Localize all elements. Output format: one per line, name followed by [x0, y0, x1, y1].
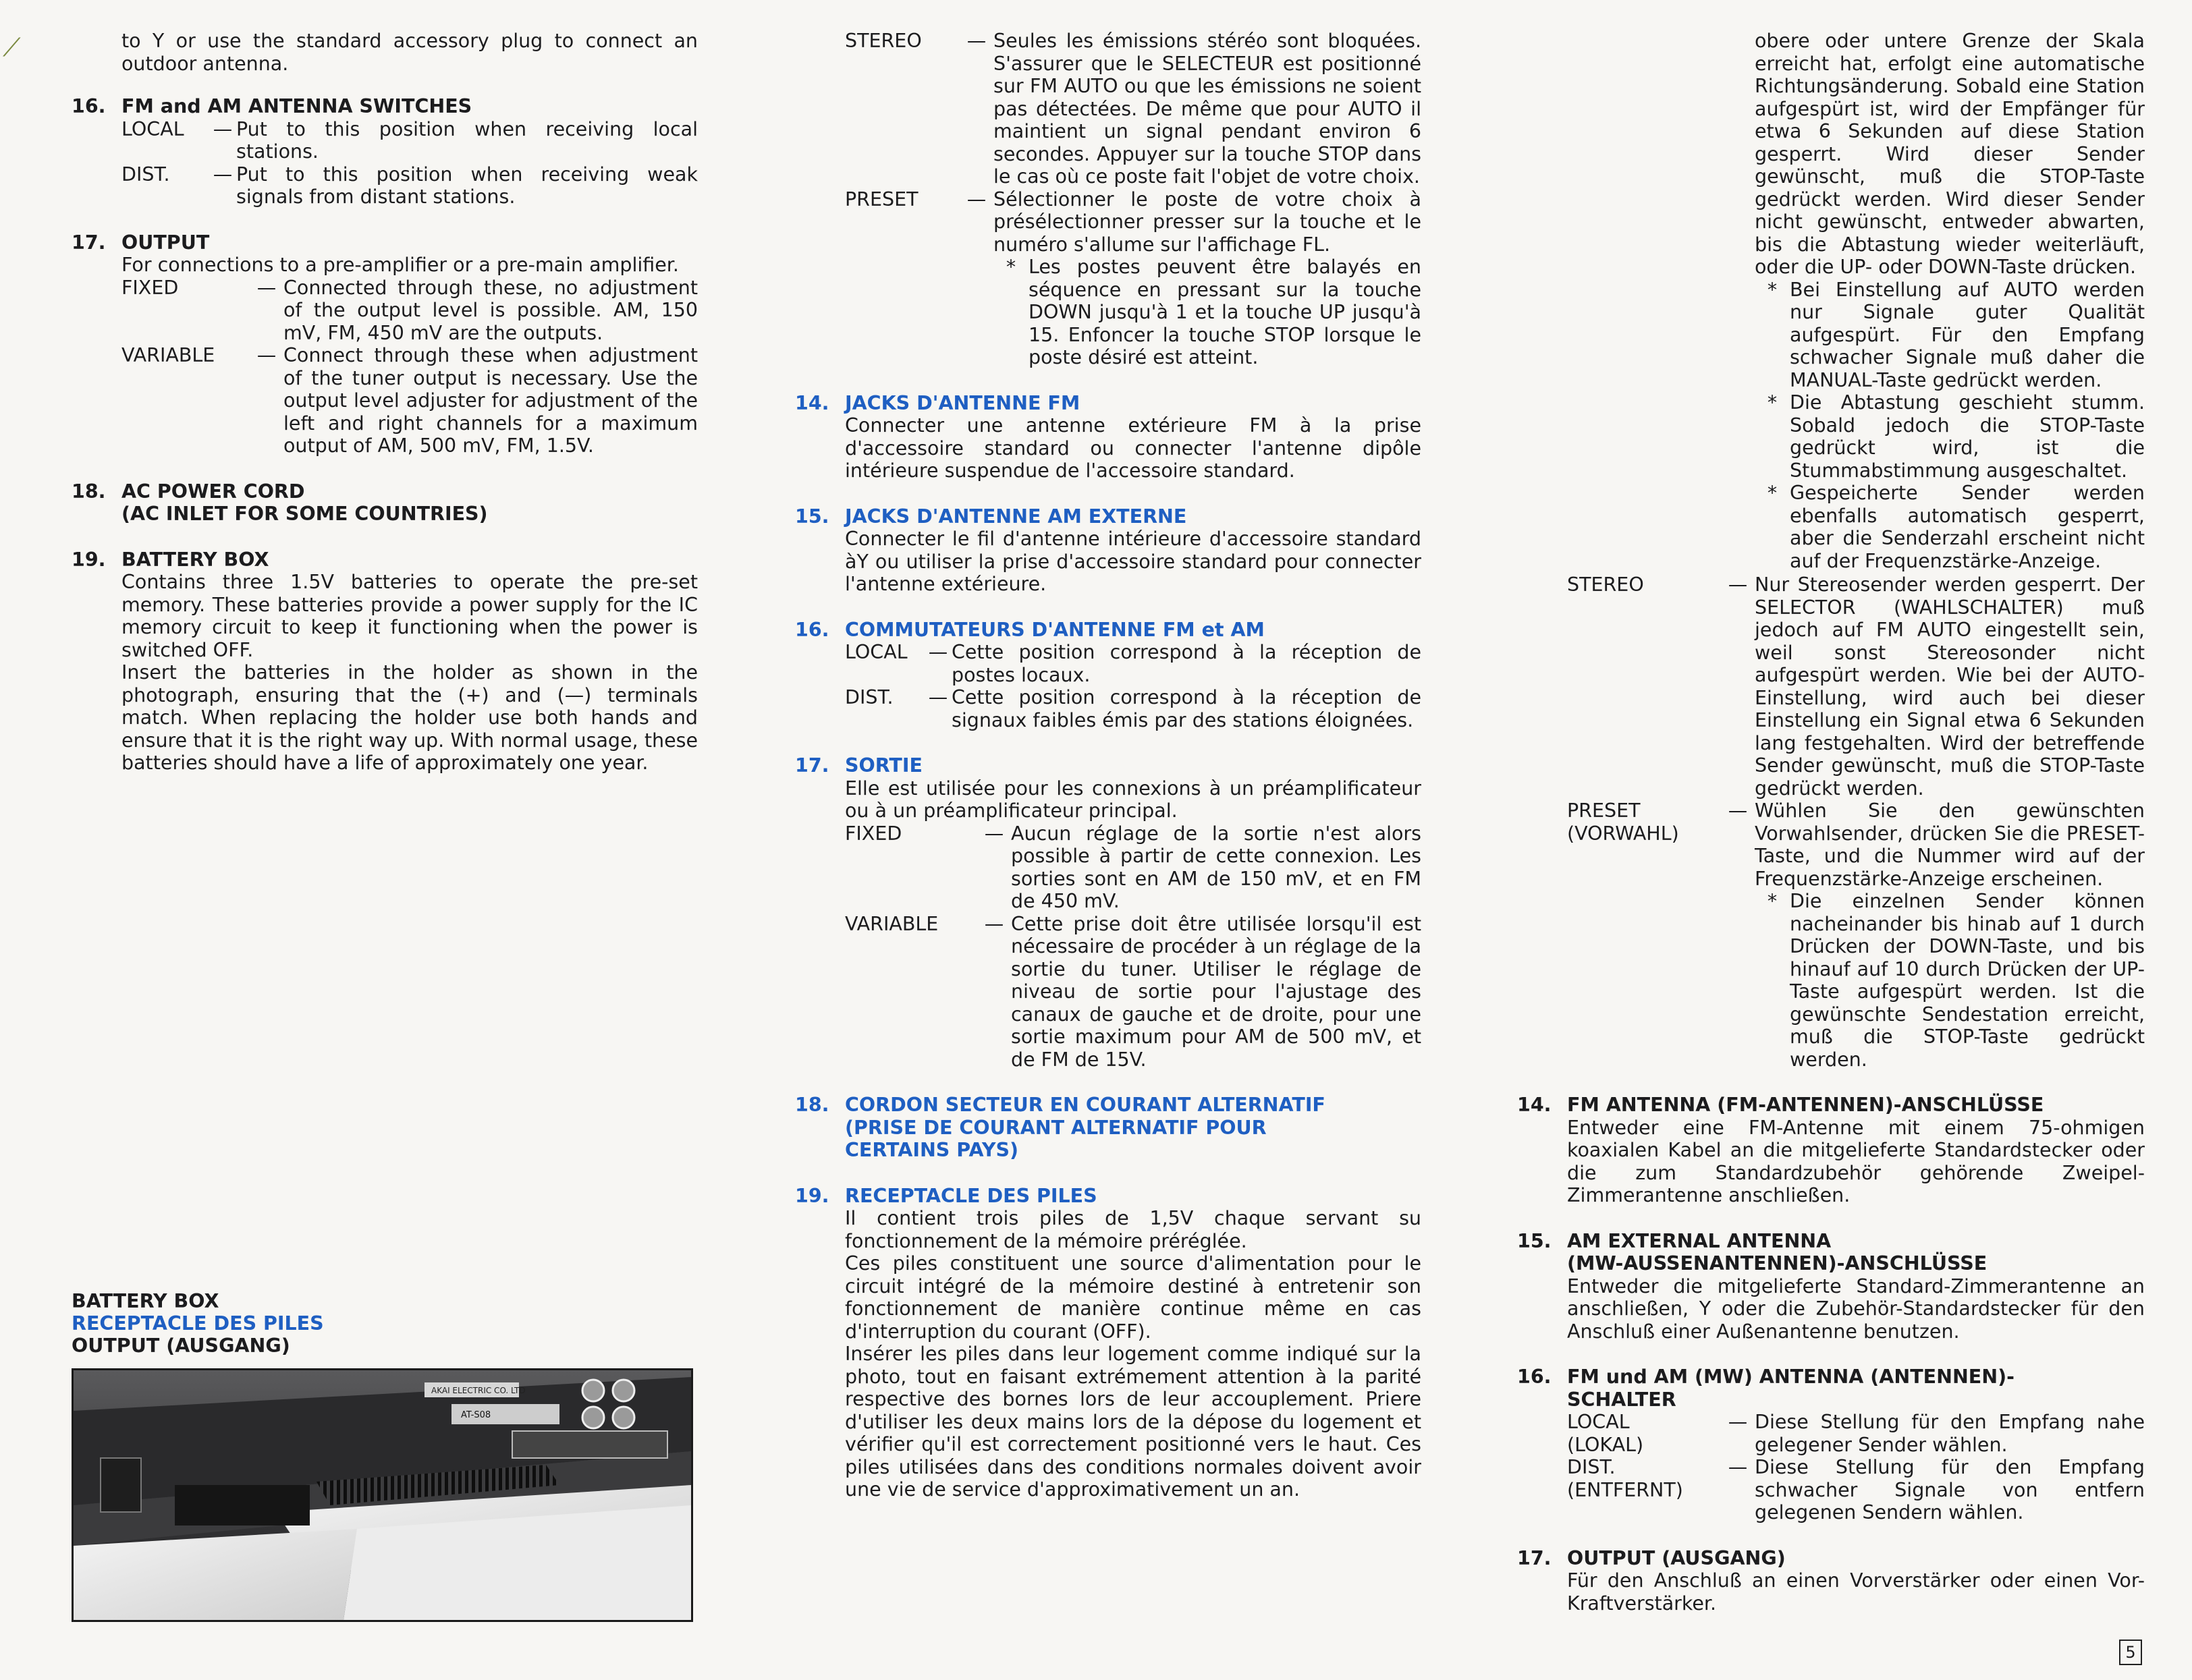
note: * Gespeicherte Sender werden ebenfalls automatisch gesperrt, aber die Senderzahl erscheint nicht auf der Frequenzstärke-Anzeige. [1767, 482, 2145, 572]
definition: Cette position correspond à la réception de signaux faibles émis par des stations éloignées. [952, 686, 1421, 731]
section-number: 14. [795, 391, 829, 414]
photo-caption-block [72, 1290, 324, 1357]
english-column [72, 30, 698, 775]
paragraph: obere oder untere Grenze der Skala erreicht hat, erfolgt eine automatische Richtungsänderung. Sobald eine Station aufgespürt ist, wird der Empfänger für etwa 6 Sekunden auf diese Station gesperrt. Wird dieser Sender gewünscht, muß die STOP-Taste gedrückt werden. Wird dieser Sender nicht gewünscht, entweder abwarten, bis die Abtastung wieder weiterläuft, oder die UP- oder DOWN-Taste drücken. [1755, 30, 2145, 278]
section-title-line2: (PRISE DE COURANT ALTERNATIF POUR [845, 1116, 1267, 1139]
term: VARIABLE [845, 912, 939, 935]
section-de-16 [1517, 1366, 2145, 1524]
term: STEREO [1567, 573, 1644, 596]
term: DIST. [1567, 1456, 1616, 1478]
section-title-line2: SCHALTER [1567, 1388, 1676, 1411]
note-text: Bei Einstellung auf AUTO werden nur Signale guter Qualität aufgespürt. Für den Empfang schwacher Signale muß daher die MANUAL-Taste gedrückt werden. [1790, 278, 2145, 391]
definition: Diese Stellung für den Empfang schwacher Signale von entfern gelegenen Sendern wählen. [1755, 1456, 2145, 1523]
section-number: 16. [1517, 1366, 1552, 1388]
section-title-line2: (AC INLET FOR SOME COUNTRIES) [121, 503, 488, 525]
caption-french: RECEPTACLE DES PILES [72, 1312, 324, 1335]
section-title: FM und AM (MW) ANTENNA (ANTENNEN)- [1567, 1366, 2015, 1388]
term: LOCAL [845, 641, 908, 663]
note-text: Die Abtastung geschieht stumm. Sobald jedoch die STOP-Taste gedrückt wird, ist die Stummabstimmung ausgeschaltet. [1790, 391, 2145, 482]
section-number: 16. [72, 95, 106, 117]
note: * Die Abtastung geschieht stumm. Sobald jedoch die STOP-Taste gedrückt wird, ist die Stummabstimmung ausgeschaltet. [1767, 391, 2145, 482]
section-text: Entweder eine FM-Antenne mit einem 75-ohmigen koaxialen Kabel an die mitgelieferte Standardstecker oder die zum Standardzubehör gehörende Zweipel-Zimmerantenne anschließen. [1567, 1116, 2145, 1206]
auto-scan-description [1755, 30, 2145, 572]
definition: Cette prise doit être utilisée lorsqu'il est nécessaire de procéder à un réglage de la sortie du tuner. Utiliser le réglage de niveau de sortie pour l'ajustage des canaux de gauche et de droite, pour une sortie maximum pour AM de 500 mV, et de FM de 15V. [1011, 912, 1421, 1071]
section-text: Connecter le fil d'antenne intérieure d'accessoire standard àҮ ou utiliser la prise d'accessoire standard pour connecter l'antenne extérieure. [845, 528, 1421, 595]
definition: Put to this position when receiving local stations. [236, 117, 698, 163]
battery-box-photo [72, 1368, 693, 1622]
section-title: BATTERY BOX [121, 548, 269, 571]
section-text: Für den Anschluß an einen Vorverstärker oder einen Vor-Kraftverstärker. [1567, 1569, 2145, 1615]
definition-row: DIST. — Cette position correspond à la réception de signaux faibles émis par des stations éloignées. [845, 686, 1421, 731]
section-title: FM ANTENNA (FM-ANTENNEN)-ANSCHLÜSSE [1567, 1094, 2044, 1116]
definition: Connect through these when adjustment of the tuner output is necessary. Use the output level adjuster for adjustment of the left and right channels for a maximum output of AM, 500 mV, FM, 1.5V. [283, 344, 698, 457]
section-number: 17. [795, 754, 829, 777]
section-fr-14 [795, 392, 1421, 482]
section-title: FM and AM ANTENNA SWITCHES [121, 95, 472, 117]
caption-german: OUTPUT (AUSGANG) [72, 1335, 290, 1357]
section-text: For connections to a pre-amplifier or a pre-main amplifier. [121, 254, 679, 276]
note: * Les postes peuvent être balayés en séquence en pressant sur la touche DOWN jusqu'à 1 et la touche UP jusqu'à 15. Enfoncer la touche STOP lorsque le poste désiré est atteint. [1006, 256, 1421, 368]
term-translation: (LOKAL) [1567, 1433, 1644, 1456]
paragraph: Il contient trois piles de 1,5V chaque servant su fonctionnement de la mémoire préréglée. [845, 1207, 1421, 1252]
note-text: Gespeicherte Sender werden ebenfalls automatisch gesperrt, aber die Senderzahl erscheint nicht auf der Frequenzstärke-Anzeige. [1790, 482, 2145, 572]
definition: Cette position correspond à la réception de postes locaux. [952, 641, 1421, 686]
stereo-definition: STEREO — Seules les émissions stéréo sont bloquées. S'assurer que le SELECTEUR est positionné sur FM AUTO ou que les émissions ne soient pas détectées. De même que pour AUTO il maintient un signal pendant environ 6 secondes. Appuyer sur la touche STOP dans le cas où ce poste fait l'objet de votre choix. [845, 30, 1421, 188]
section-title: OUTPUT (AUSGANG) [1567, 1546, 1786, 1569]
preset-definition: PRESET — Sélectionner le poste de votre choix à présélectionner presser sur la touche et le numéro s'allume sur l'affichage FL. * Les postes peuvent être balayés en séquence en pressant sur la touche DOWN jusqu'à 1 et la touche UP jusqu'à 15. Enfoncer la touche STOP lorsque le poste désiré est atteint. [845, 188, 1421, 368]
paragraph: Insert the batteries in the holder as shown in the photograph, ensuring that the (+) and (—) terminals match. When replacing the holder use both hands and ensure that it is the right way up. With normal usage, these batteries should have a life of approximately one year. [121, 661, 698, 774]
section-number: 18. [72, 480, 106, 503]
section-text: Connecter une antenne extérieure FM à la prise d'accessoire standard ou connecter l'antenne dipôle intérieure suspendue de l'accessoire standard. [845, 414, 1421, 482]
section-title: JACKS D'ANTENNE AM EXTERNE [845, 505, 1187, 528]
definition: Sélectionner le poste de votre choix à présélectionner presser sur la touche et le numéro s'allume sur l'affichage FL. [993, 188, 1421, 256]
section-fr-18 [795, 1094, 1421, 1162]
section-number: 19. [72, 548, 106, 571]
section-de-15 [1517, 1230, 2145, 1343]
section-number: 19. [795, 1184, 829, 1207]
french-column [795, 30, 1421, 1501]
section-number: 15. [795, 505, 829, 528]
definition-row: FIXED — Aucun réglage de la sortie n'est alors possible à partir de cette connexion. Les sorties sont en AM de 150 mV, et en FM de 450 mV. [845, 822, 1421, 912]
section-text: Elle est utilisée pour les connexions à un préamplificateur ou à un préamplificateur principal. [845, 777, 1421, 822]
section-title: RECEPTACLE DES PILES [845, 1184, 1097, 1207]
definition: Seules les émissions stéréo sont bloquées. S'assurer que le SELECTEUR est positionné sur FM AUTO ou que les émissions ne soient pas détectées. De même que pour AUTO il maintient un signal pendant environ 6 secondes. Appuyer sur la touche STOP dans le cas où ce poste fait l'objet de votre choix. [993, 30, 1421, 188]
term: LOCAL [1567, 1411, 1630, 1433]
term: PRESET [1567, 800, 1641, 822]
definition: Aucun réglage de la sortie n'est alors possible à partir de cette connexion. Les sorties sont en AM de 150 mV, et en FM de 450 mV. [1011, 822, 1421, 912]
section-title: SORTIE [845, 754, 923, 777]
section-title: AC POWER CORD [121, 480, 305, 503]
paragraph: Ces piles constituent une source d'alimentation pour le circuit intégré de la mémoire destiné à entretenir son fonctionnement de manière continue même en cas d'interruption du courant (OFF). [845, 1252, 1421, 1343]
definition-row: VARIABLE — Cette prise doit être utilisée lorsqu'il est nécessaire de procéder à un réglage de la sortie du tuner. Utiliser le réglage de niveau de sortie pour l'ajustage des canaux de gauche et de droite, pour une sortie maximum pour AM de 500 mV, et de FM de 15V. [845, 912, 1421, 1071]
section-fr-17 [795, 754, 1421, 1071]
section-fr-16 [795, 619, 1421, 732]
definition-row: LOCAL — Put to this position when receiving local stations. [121, 117, 698, 163]
paragraph: Insérer les piles dans leur logement comme indiqué sur la photo, tout en faisant extrémement attention à la parité respective des bornes lors de leur accouplement. Priere d'utiliser les deux mains lors de la dépose du logement et vérifier qu'il est correctement positionné vers le haut. Ces piles utilisées dans des conditions normales doivent avoir une vie de service d'approximativement un an. [845, 1343, 1421, 1501]
section-number: 18. [795, 1094, 829, 1116]
definition-row: LOCAL — Cette position correspond à la réception de postes locaux. [845, 641, 1421, 686]
section-de-14 [1517, 1094, 2145, 1207]
stereo-definition: STEREO — Nur Stereosender werden gesperrt. Der SELECTOR (WAHLSCHALTER) muß jedoch auf FM AUTO eingestellt sein, weil sonst Stereosonder nicht aufgespürt werden. Wie bei der AUTO-Einstellung, wird auch bei dieser Einstellung ein Signal etwa 6 Sekunden lang festgehalten. Wird der betreffende Sender gewünscht, muß die STOP-Taste gedrückt werden. [1567, 573, 2145, 800]
term: LOCAL [121, 117, 184, 140]
definition-row: VARIABLE — Connect through these when adjustment of the tuner output is necessary. Use the output level adjuster for adjustment of the left and right channels for a maximum output of AM, 500 mV, FM, 1.5V. [121, 344, 698, 457]
definition: Connected through these, no adjustment of the output level is possible. AM, 150 mV, FM, 450 mV are the outputs. [283, 276, 698, 344]
section-de-17 [1517, 1547, 2145, 1615]
term: VARIABLE [121, 344, 215, 366]
definition-row: LOCAL (LOKAL) — Diese Stellung für den Empfang nahe gelegener Sender wählen. [1567, 1411, 2145, 1456]
term: DIST. [121, 163, 170, 186]
definition-row: DIST. — Put to this position when receiving weak signals from distant stations. [121, 163, 698, 208]
section-number: 17. [1517, 1546, 1552, 1569]
definition: Put to this position when receiving weak signals from distant stations. [236, 163, 698, 208]
term: FIXED [845, 822, 902, 845]
section-title: COMMUTATEURS D'ANTENNE FM et AM [845, 618, 1265, 641]
section-number: 15. [1517, 1229, 1552, 1252]
section-number: 16. [795, 618, 829, 641]
page-number: 5 [2119, 1640, 2142, 1665]
definition: Wühlen Sie den gewünschten Vorwahlsender, drücken Sie die PRESET-Taste, und die Nummer wird auf der Frequenzstärke-Anzeige erscheinen. [1755, 800, 2145, 890]
section-text: Entweder die mitgelieferte Standard-Zimmerantenne an anschließen, Ү oder die Zubehör-Standardstecker für den Anschluß einer Außenantenne benutzen. [1567, 1275, 2145, 1343]
definition-row: FIXED — Connected through these, no adjustment of the output level is possible. AM, 150 mV, FM, 450 mV are the outputs. [121, 276, 698, 344]
section-fr-19 [795, 1185, 1421, 1501]
antenna-intro-text: to Ү or use the standard accessory plug to connect an outdoor antenna. [121, 30, 698, 75]
term: FIXED [121, 276, 179, 299]
svg-text:AT-S08: AT-S08 [461, 1410, 491, 1420]
term: PRESET [845, 188, 919, 211]
term-translation: (ENTFERNT) [1567, 1478, 1683, 1501]
section-title: AM EXTERNAL ANTENNA [1567, 1229, 1832, 1252]
note: * Bei Einstellung auf AUTO werden nur Signale guter Qualität aufgespürt. Für den Empfang schwacher Signale muß daher die MANUAL-Taste gedrückt werden. [1767, 278, 2145, 391]
caption-english: BATTERY BOX [72, 1290, 219, 1312]
definition-row: DIST. (ENTFERNT) — Diese Stellung für den Empfang schwacher Signale von entfern gelegenen Sendern wählen. [1567, 1456, 2145, 1523]
section-title-line3: CERTAINS PAYS) [845, 1139, 1019, 1161]
preset-definition: PRESET (VORWAHL) — Wühlen Sie den gewünschten Vorwahlsender, drücken Sie die PRESET-Taste, und die Nummer wird auf der Frequenzstärke-Anzeige erscheinen. * Die einzelnen Sender können nacheinander bis hinab auf 1 durch Drücken der DOWN-Taste, und bis hinauf auf 10 durch Drücken der UP-Taste aufgespürt werden. Ist die gewünschte Sendestation erreicht, muß die STOP-Taste gedrückt werden. [1567, 800, 2145, 1071]
definition: Nur Stereosender werden gesperrt. Der SELECTOR (WAHLSCHALTER) muß jedoch auf FM AUTO eingestellt sein, weil sonst Stereosonder nicht aufgespürt werden. Wie bei der AUTO-Einstellung, wird auch bei dieser Einstellung ein Signal etwa 6 Sekunden lang festgehalten. Wird der betreffende Sender gewünscht, muß die STOP-Taste gedrückt werden. [1755, 573, 2145, 800]
term-translation: (VORWAHL) [1567, 822, 1679, 845]
section-en-16 [72, 95, 698, 208]
section-en-18 [72, 480, 698, 526]
section-title: JACKS D'ANTENNE FM [845, 391, 1080, 414]
paragraph: Contains three 1.5V batteries to operate the pre-set memory. These batteries provide a power supply for the IC memory circuit to keep it functioning when the power is switched OFF. [121, 571, 698, 661]
german-column [1517, 30, 2145, 1615]
note-text: Die einzelnen Sender können nacheinander bis hinab auf 1 durch Drücken der DOWN-Taste, und bis hinauf auf 10 durch Drücken der UP-Taste aufgespürt werden. Ist die gewünschte Sendestation erreicht, muß die STOP-Taste gedrückt werden. [1790, 890, 2145, 1071]
term: DIST. [845, 686, 894, 708]
note-text: Les postes peuvent être balayés en séquence en pressant sur la touche DOWN jusqu'à 1 et la touche UP jusqu'à 15. Enfoncer la touche STOP lorsque le poste désiré est atteint. [1029, 256, 1421, 368]
corner-mark-icon: ⟋ [3, 32, 21, 62]
term: STEREO [845, 30, 922, 52]
section-title-line2: (MW-AUSSENANTENNEN)-ANSCHLÜSSE [1567, 1252, 1988, 1275]
section-fr-15 [795, 505, 1421, 596]
section-number: 17. [72, 231, 106, 254]
definition: Diese Stellung für den Empfang nahe gelegener Sender wählen. [1755, 1411, 2145, 1456]
svg-text:AKAI ELECTRIC CO. LTD: AKAI ELECTRIC CO. LTD [431, 1386, 526, 1395]
section-en-17 [72, 231, 698, 457]
section-title: CORDON SECTEUR EN COURANT ALTERNATIF [845, 1094, 1325, 1116]
section-title: OUTPUT [121, 231, 210, 254]
section-number: 14. [1517, 1094, 1552, 1116]
note: * Die einzelnen Sender können nacheinander bis hinab auf 1 durch Drücken der DOWN-Taste, und bis hinauf auf 10 durch Drücken der UP-Taste aufgespürt werden. Ist die gewünschte Sendestation erreicht, muß die STOP-Taste gedrückt werden. [1767, 890, 2145, 1071]
section-en-19 [72, 549, 698, 775]
